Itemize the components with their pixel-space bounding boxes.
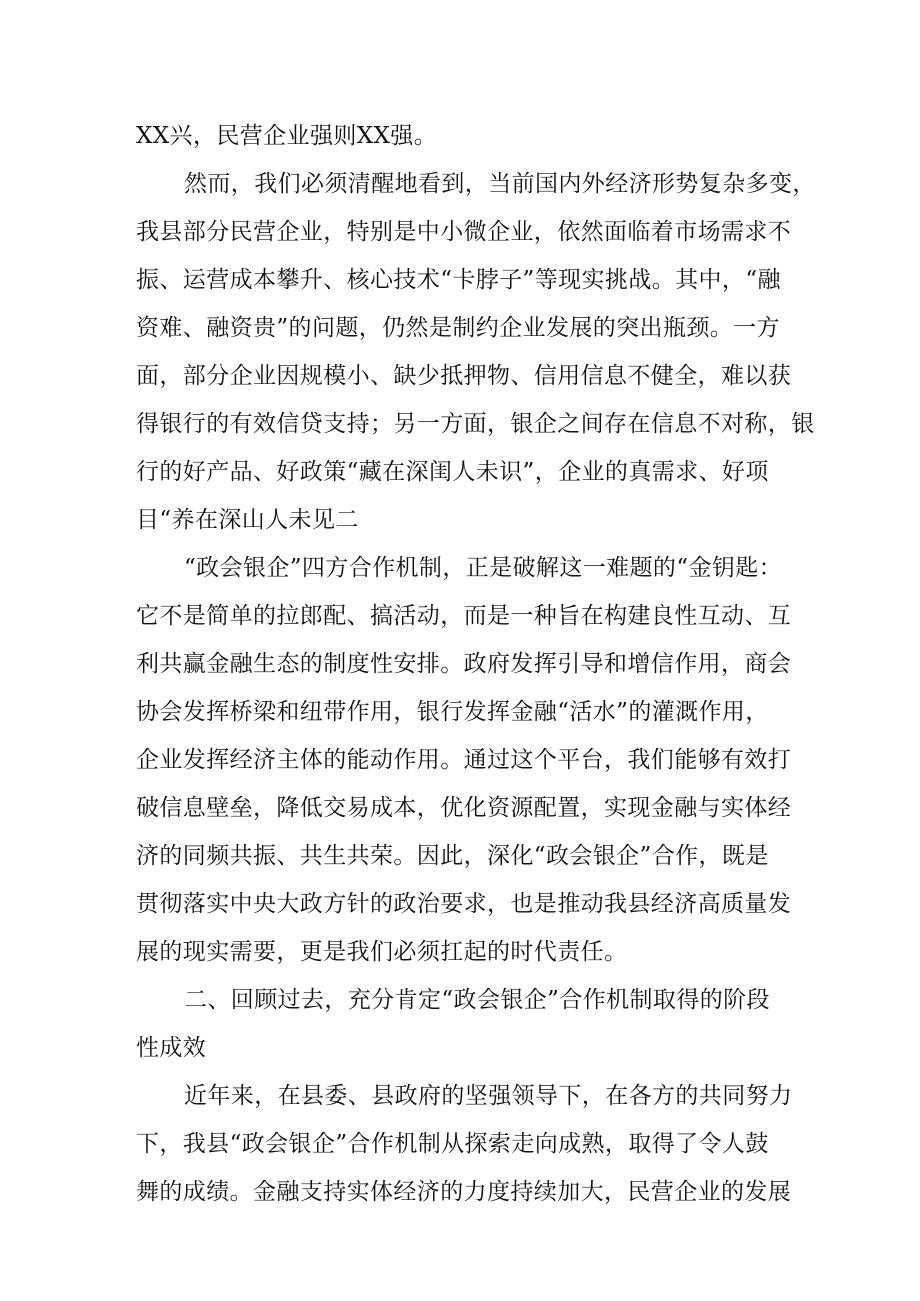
document-body — [136, 112, 816, 1216]
paragraph-first-line: “政会银企”四方合作机制，正是破解这一难题的“金钥匙： — [184, 555, 783, 581]
text-line: XX兴，民营企业强则XX强。 — [136, 123, 438, 149]
text-line: 利共赢金融生态的制度性安排。政府发挥引导和增信作用，商会 — [136, 651, 792, 677]
text-line: 下，我县“政会银企”合作机制从探索走向成熟，取得了令人鼓 — [136, 1131, 769, 1157]
text-line: 振、运营成本攀升、核心技术“卡脖子”等现实挑战。其中，“融 — [136, 267, 781, 293]
text-line: 面，部分企业因规模小、缺少抵押物、信用信息不健全，难以获 — [136, 363, 792, 389]
text-line: 展的现实需要，更是我们必须扛起的时代责任。 — [136, 939, 628, 965]
text-line: 协会发挥桥梁和纽带作用，银行发挥金融“活水”的灌溉作用， — [136, 699, 769, 725]
text-line: 企业发挥经济主体的能动作用。通过这个平台，我们能够有效打 — [136, 747, 792, 773]
text-line: 破信息壁垒，降低交易成本，优化资源配置，实现金融与实体经 — [136, 795, 792, 821]
text-line: 济的同频共振、共生共荣。因此，深化“政会银企”合作，既是 — [136, 843, 769, 869]
text-line: 舞的成绩。金融支持实体经济的力度持续加大，民营企业的发展 — [136, 1179, 792, 1205]
text-line: 它不是简单的拉郎配、搞活动，而是一种旨在构建良性互动、互 — [136, 603, 792, 629]
text-line: 贯彻落实中央大政方针的政治要求，也是推动我县经济高质量发 — [136, 891, 792, 917]
paragraph-first-line: 然而，我们必须清醒地看到，当前国内外经济形势复杂多变， — [184, 171, 816, 197]
text-line: 得银行的有效信贷支持；另一方面，银企之间存在信息不对称，银 — [136, 411, 815, 437]
paragraph-first-line: 近年来，在县委、县政府的坚强领导下，在各方的共同努力 — [184, 1083, 793, 1109]
text-line: 我县部分民营企业，特别是中小微企业，依然面临着市场需求不 — [136, 219, 792, 245]
text-line: 资难、融资贵”的问题，仍然是制约企业发展的突出瓶颈。一方 — [136, 315, 780, 341]
text-line: 目“养在深山人未见二 — [136, 507, 359, 533]
text-line: 行的好产品、好政策“藏在深闺人未识”，企业的真需求、好项 — [136, 459, 769, 485]
section-heading: 二、回顾过去，充分肯定“政会银企”合作机制取得的阶段 — [184, 987, 770, 1013]
section-heading-continued: 性成效 — [136, 1035, 207, 1061]
